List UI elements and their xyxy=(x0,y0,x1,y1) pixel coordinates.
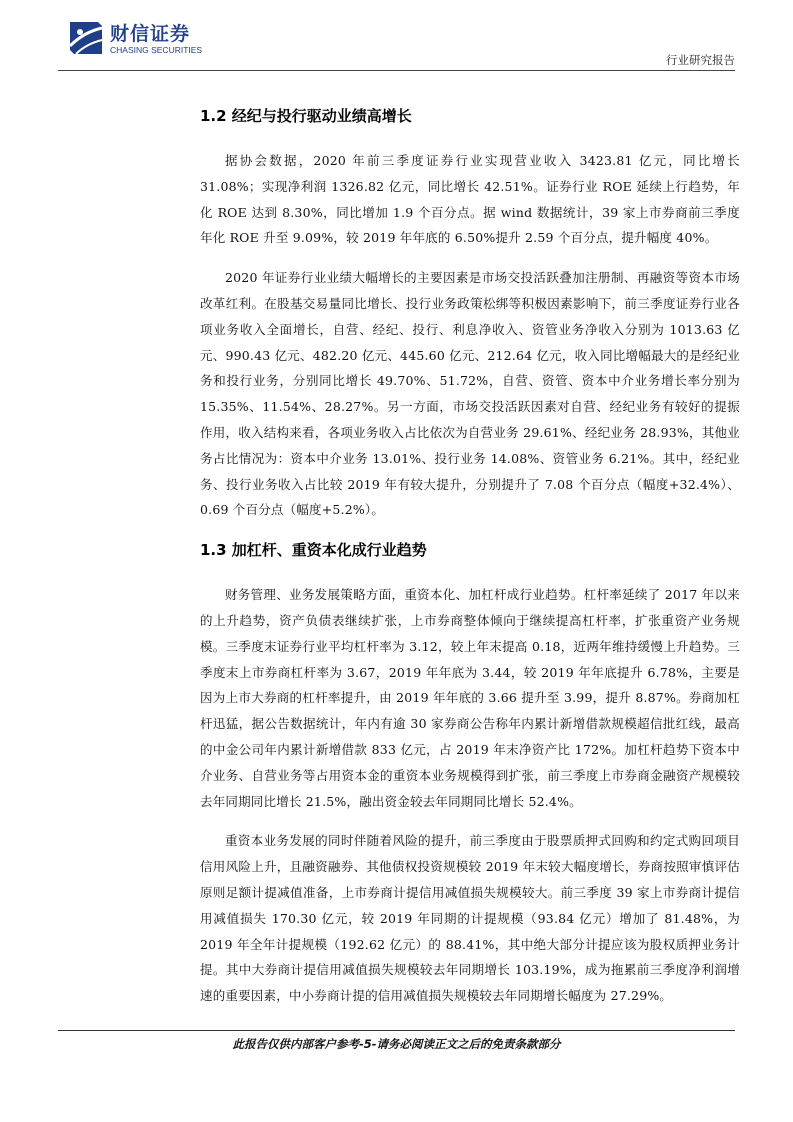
section-heading-1-2: 1.2 经纪与投行驱动业绩高增长 xyxy=(200,107,412,125)
company-logo xyxy=(66,18,216,62)
header-divider xyxy=(58,70,735,71)
footer-disclaimer: 此报告仅供内部客户参考-5-请务必阅读正文之后的免责条款部分 xyxy=(232,1037,561,1051)
logo-text-en: CHASING SECURITIES xyxy=(110,45,203,55)
section-heading-1-3: 1.3 加杠杆、重资本化成行业趋势 xyxy=(200,541,427,560)
paragraph: 重资本业务发展的同时伴随着风险的提升，前三季度由于股票质押式回购和约定式购回项目信用风险上升，且融资融券、其他债权投资规模较 2019 年末较大幅度增长，券商按照审慎评估原则足额计提减值准备，上市券商计提信用减值损失规模较大。前三季度 39 家上市券商计提信用减值损失 170.30 亿元，较 2019 年同期的计提规模（93.84 亿元）增加了 81.48%，为 2019 年全年计提规模（192.62 亿元）的 88.41%，其中绝大部分计提应该为股权质押业务计提。其中大券商计提信用减值损失规模较去年同期增长 103.19%，成为拖累前三季度净利润增速的重要因素，中小券商计提的信用减值损失规模较去年同期增长幅度为 27.29%。 xyxy=(200,833,740,1004)
report-type-label: 行业研究报告 xyxy=(666,53,735,67)
logo-text-cn: 财信证券 xyxy=(110,23,191,45)
document-body xyxy=(200,105,740,1023)
paragraph: 财务管理、业务发展策略方面，重资本化、加杠杆成行业趋势。杠杆率延续了 2017 年以来的上升趋势，资产负债表继续扩张，上市券商整体倾向于继续提高杠杆率，扩张重资产业务规模。三季度末证券行业平均杠杆率为 3.12，较上年末提高 0.18，近两年维持缓慢上升趋势。三季度末上市券商杠杆率为 3.67，2019 年年底为 3.44，较 2019 年年底提升 6.78%，主要是因为上市大券商的杠杆率提升，由 2019 年年底的 3.66 提升至 3.99，提升 8.87%。券商加杠杆迅猛，据公告数据统计，年内有逾 30 家券商公告称年内累计新增借款规模超信批红线，最高的中金公司年内累计新增借款 833 亿元，占 2019 年末净资产比 172%。加杠杆趋势下资本中介业务、自营业务等占用资本金的重资本业务规模得到扩张，前三季度上市券商金融资产规模较去年同期同比增长 21.5%，融出资金较去年同期同比增长 52.4%。 xyxy=(200,587,740,809)
footer-divider xyxy=(58,1030,735,1031)
paragraph: 2020 年证券行业业绩大幅增长的主要因素是市场交投活跃叠加注册制、再融资等资本市场改革红利。在股基交易量同比增长、投行业务政策松绑等积极因素影响下，前三季度证券行业各项业务收入全面增长，自营、经纪、投行、利息净收入、资管业务净收入分别为 1013.63 亿元、990.43 亿元、482.20 亿元、445.60 亿元、212.64 亿元，收入同比增幅最大的是经纪业务和投行业务，分别同比增长 49.70%、51.72%，自营、资管、资本中介业务增长率分别为 15.35%、11.54%、28.27%。另一方面，市场交投活跃因素对自营、经纪业务有较好的提振作用，收入结构来看，各项业务收入占比依次为自营业务 29.61%、经纪业务 28.93%，其他业务占比情况为：资本中介业务 13.01%、投行业务 14.08%、资管业务 6.21%。其中，经纪业务、投行业务收入占比较 2019 年有较大提升，分别提升了 7.08 个百分点（幅度+32.4%）、0.69 个百分点（幅度+5.2%）。 xyxy=(200,270,740,518)
paragraph: 据协会数据，2020 年前三季度证券行业实现营业收入 3423.81 亿元，同比增长 31.08%；实现净利润 1326.82 亿元，同比增长 42.51%。证券行业 ROE 延续上行趋势，年化 ROE 达到 8.30%，同比增加 1.9 个百分点。据 wind 数据统计，39 家上市券商前三季度年化 ROE 升至 9.09%，较 2019 年年底的 6.50%提升 2.59 个百分点，提升幅度 40%。 xyxy=(200,153,740,246)
chasing-securities-logo-icon xyxy=(66,18,106,58)
